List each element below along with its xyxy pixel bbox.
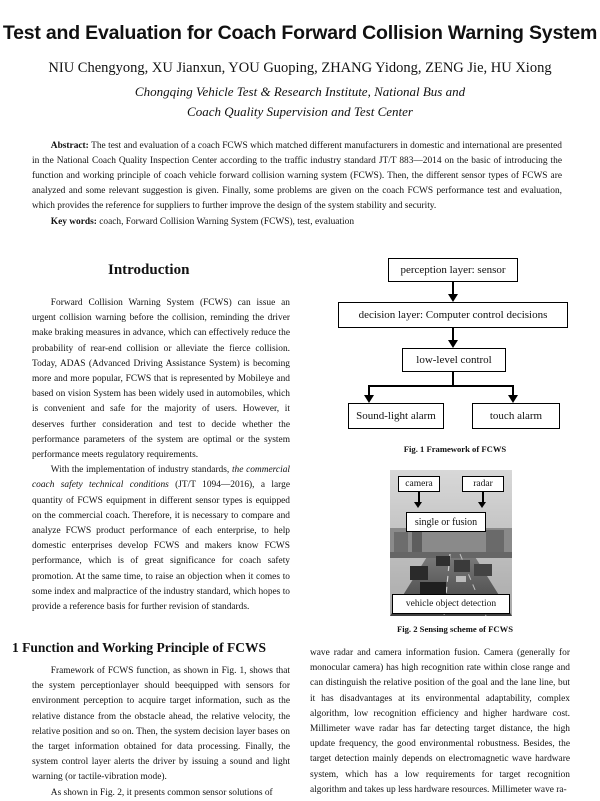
intro-p2-italic: the commercial coach safety technical conditions [32, 465, 290, 491]
section1-paragraph-2: As shown in Fig. 2, it presents common sensor solutions of [50, 787, 273, 798]
intro-p2-end: (JT/T 1094—2016), a large quantity of FCWS equipment in different sensor types is equipped on the commercial coach. Therefore, it is necessary to compare and analyze FCWS product performance of each enterprise, to help domestic enterprises develop FCWS and makers know FCWS performance, which is of great significance for coach safety promotion. At the same time, to raise an objection when it comes to some index and malpractice of the industry standard, which hopes to provide a reference basis for further revision of standards. [32, 480, 290, 613]
sound-light-alarm-box: Sound-light alarm [348, 403, 444, 429]
keywords-text: coach, Forward Collision Warning System (FCWS), test, evaluation [99, 217, 355, 227]
abstract [32, 139, 562, 214]
affiliation-line-2: Coach Quality Supervision and Test Center [187, 104, 413, 119]
camera-box: camera [398, 476, 440, 492]
introduction-heading: Introduction [108, 262, 190, 278]
affiliation-line-1: Chongqing Vehicle Test & Research Institute, National Bus and [134, 84, 466, 99]
camera-arrow-head [414, 502, 422, 508]
fusion-box: single or fusion [406, 512, 486, 532]
arrow-head-left [364, 395, 374, 403]
arrow-head-1 [448, 294, 458, 302]
intro-paragraph-1: Forward Collision Warning System (FCWS) can issue an urgent collision warning before the collision, reminding the driver make braking measures in advance, which can effectively reduce the probability of rear-end collision or alleviate the fierce collision. Today, ADAS (Advanced Driving Assistance System) is becoming more and more popular, FCWS that is represented by Mobileye and based on vision System has been widely used in automobiles, which is convenient and safe for the majority of users. However, it deserves further consideration and test to decide whether the performance parameters of the system are optimal or the system performance meets regulatory requirements. [32, 298, 290, 461]
arrow-head-2 [448, 340, 458, 348]
right-column-body [310, 646, 570, 798]
abstract-text: The test and evaluation of a coach FCWS which matched different manufacturers in domestic and international are presented in the National Coach Quality Inspection Center according to the traffic industry standard JT/T 883—2014 on the basic of introducing the function and working principle of coach vehicle forward collision warning system (FCWS). Then, the different sensor types of FCWS are analyzed and some relevant suggestion is given. Finally, some problems are given on the coach FCWS performance test and evaluation, which provides the reference for suppliers to further improve the design of the system stability and security. [32, 141, 562, 211]
section-1-heading: 1 Function and Working Principle of FCWS [12, 640, 267, 655]
touch-alarm-box: touch alarm [472, 403, 560, 429]
perception-layer-box: perception layer: sensor [388, 258, 518, 282]
arrow-head-right [508, 395, 518, 403]
radar-arrow-head [478, 502, 486, 508]
section-1-body [32, 664, 290, 801]
keywords [32, 217, 572, 227]
right-paragraph: wave radar and camera information fusion. Camera (generally for monocular camera) has high recognition rate within close range and can distinguish the relative position of the goal and the lane line, but it has disadvantages at its environmental adaptability, complex algorithm, low recognition efficiency and higher hardware cost. Millimeter wave radar has far detecting target distance, the high update frequency, the good environmental robustness. Besides, the target detection mainly depends on electromagnetic wave hardware system, which has a low requirements for target recognition algorithm and takes up less hardware resources. Millimeter wave ra- [310, 648, 570, 795]
decision-layer-box: decision layer: Computer control decisions [338, 302, 568, 328]
arrow-shaft-3 [452, 372, 454, 386]
keywords-label: Key words: [50, 217, 97, 227]
author-list: NIU Chengyong, XU Jianxun, YOU Guoping, ZHANG Yidong, ZENG Jie, HU Xiong [48, 60, 552, 76]
intro-paragraph-2 [32, 463, 290, 615]
vehicle-detection-box: vehicle object detection [392, 594, 510, 614]
figure-2-caption: Fig. 2 Sensing scheme of FCWS [396, 624, 513, 634]
paper-title: Test and Evaluation for Coach Forward Collision Warning System [2, 22, 598, 44]
abstract-label: Abstract: [50, 141, 89, 151]
introduction-body [32, 296, 290, 615]
intro-p2-start: With the implementation of industry standards, [50, 465, 230, 476]
section1-paragraph-1: Framework of FCWS function, as shown in Fig. 1, shows that the system perceptionlayer should beequipped with sensors for environment perception to acquire target information, such as the relative distance from the obstacle ahead, the relative velocity, the relative position and so on. Then, the system decision layer bases on the target information obtained for data processing. Finally, the system control layer alerts the driver by issuing a sound and light warning (or tactile-vibration mode). [32, 666, 290, 783]
radar-box: radar [462, 476, 504, 492]
low-level-control-box: low-level control [402, 348, 506, 372]
figure-1-caption: Fig. 1 Framework of FCWS [403, 444, 507, 454]
branch-line [368, 385, 514, 387]
